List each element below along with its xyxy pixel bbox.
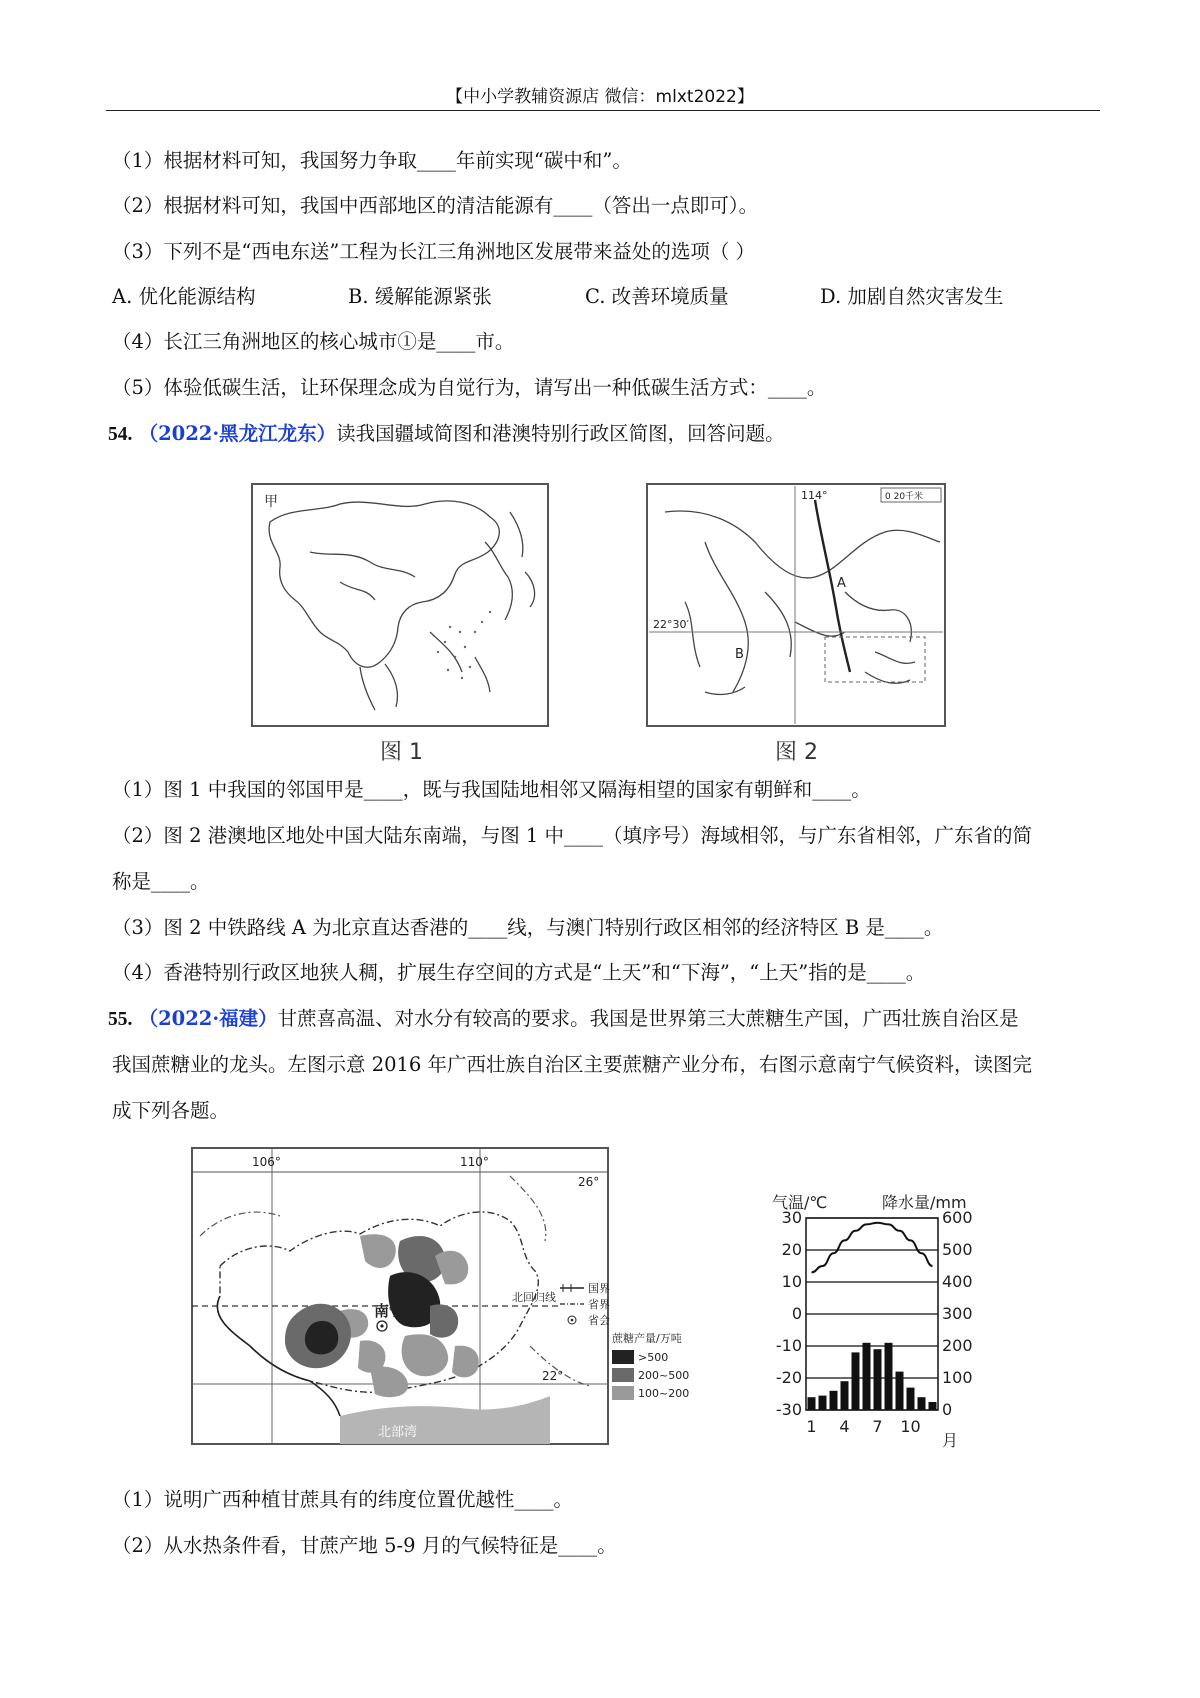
q53-option-d: D. 加剧自然灾害发生 — [820, 285, 1004, 308]
q54-line-1: （1）图 1 中我国的邻国甲是____，既与我国陆地相邻又隔海相望的国家有朝鲜和____。 — [112, 778, 871, 801]
legend-c1: >500 — [638, 1351, 669, 1364]
map-city-nanning: 南宁 — [374, 1302, 405, 1320]
fig2-scale: 0 20千米 — [885, 492, 924, 502]
climate-xlabel-unit: 月 — [942, 1431, 959, 1450]
legend-province: 省界 — [588, 1298, 610, 1311]
climate-precip-bar — [918, 1397, 926, 1410]
climate-temp-tick: -20 — [775, 1368, 802, 1387]
fig2-label-a: A — [837, 576, 846, 591]
legend-border: 国界 — [588, 1282, 610, 1295]
climate-precip-tick: 200 — [942, 1336, 973, 1355]
q55-number: 55. — [108, 1009, 133, 1030]
q54-line-3: （3）图 2 中铁路线 A 为北京直达香港的____线，与澳门特别行政区相邻的经济特区 B 是____。 — [112, 916, 944, 939]
map-lon-110: 110° — [460, 1155, 489, 1169]
figure-1-china-map — [250, 482, 550, 728]
climate-precip-tick: 400 — [942, 1272, 973, 1291]
q53-line-4: （4）长江三角洲地区的核心城市①是____市。 — [112, 330, 515, 353]
q55-stem-2: 我国蔗糖业的龙头。左图示意 2016 年广西壮族自治区主要蔗糖产业分布，右图示意南宁气候资料，读图完 — [112, 1053, 1033, 1076]
climate-ylabel-right: 降水量/mm — [882, 1193, 967, 1212]
q54-source: （2022·黑龙江龙东） — [138, 422, 337, 445]
climate-precip-bar — [808, 1397, 816, 1410]
map-lat-22: 22° — [542, 1369, 564, 1383]
q55-stem-3: 成下列各题。 — [112, 1099, 230, 1122]
map-legend-production — [610, 1330, 710, 1420]
legend-title: 蔗糖产量/万吨 — [612, 1332, 682, 1345]
climate-month-tick: 7 — [872, 1417, 883, 1436]
map-tropic-label: 北回归线 — [512, 1291, 556, 1304]
fig2-label-b: B — [735, 647, 744, 662]
fig2-longitude: 114° — [801, 489, 828, 502]
climate-temp-line — [812, 1223, 933, 1273]
q53-option-a: A. 优化能源结构 — [112, 285, 256, 308]
climate-precip-bar — [929, 1402, 937, 1410]
q53-line-3: （3）下列不是“西电东送”工程为长江三角洲地区发展带来益处的选项（ ） — [112, 240, 756, 263]
map-lon-106: 106° — [252, 1155, 281, 1169]
climate-precip-bar — [830, 1391, 838, 1410]
climate-temp-tick: 20 — [781, 1240, 802, 1259]
q54-line-2b: 称是____。 — [112, 870, 210, 893]
q54-stem — [108, 420, 785, 449]
q53-line-5: （5）体验低碳生活，让环保理念成为自觉行为，请写出一种低碳生活方式：____。 — [112, 376, 827, 399]
fig1-label-jia: 甲 — [264, 494, 278, 510]
q55-stem-1 — [108, 1005, 1019, 1034]
climate-precip-tick: 300 — [942, 1304, 973, 1323]
climate-month-tick: 10 — [900, 1417, 921, 1436]
climate-temp-tick: -10 — [775, 1336, 802, 1355]
q54-number: 54. — [108, 424, 133, 445]
q53-line-1: （1）根据材料可知，我国努力争取____年前实现“碳中和”。 — [112, 149, 632, 172]
q53-option-c: C. 改善环境质量 — [585, 285, 729, 308]
climate-precip-tick: 100 — [942, 1368, 973, 1387]
q54-stem-text: 读我国疆域简图和港澳特别行政区简图，回答问题。 — [336, 422, 785, 445]
climate-precip-bar — [819, 1396, 827, 1410]
page-header: 【中小学教辅资源店 微信：mlxt2022】 — [446, 87, 754, 107]
climate-temp-tick: 10 — [781, 1272, 802, 1291]
climate-precip-bar — [907, 1388, 915, 1410]
q55-source: （2022·福建） — [138, 1007, 278, 1030]
climate-month-tick: 4 — [839, 1417, 850, 1436]
header-rule — [106, 110, 1100, 111]
q55-line-1: （1）说明广西种植甘蔗具有的纬度位置优越性____。 — [112, 1488, 573, 1511]
legend-c2: 200~500 — [638, 1369, 690, 1382]
q54-line-4: （4）香港特别行政区地狭人稠，扩展生存空间的方式是“上天”和“下海”，“上天”指的是____。 — [112, 961, 926, 984]
legend-capital: 省会 — [588, 1314, 610, 1327]
guangxi-sugar-map — [190, 1146, 610, 1446]
q55-line-2: （2）从水热条件看，甘蔗产地 5-9 月的气候特征是____。 — [112, 1534, 617, 1557]
climate-precip-bar — [863, 1343, 871, 1410]
climate-temp-tick: 0 — [791, 1304, 802, 1323]
climate-month-tick: 1 — [806, 1417, 817, 1436]
map-lat-26: 26° — [578, 1175, 600, 1189]
climate-precip-tick: 0 — [942, 1400, 953, 1419]
climate-precip-tick: 600 — [942, 1208, 973, 1227]
legend-c3: 100~200 — [638, 1387, 690, 1400]
nanning-climate-chart — [770, 1190, 1000, 1450]
climate-temp-tick: 30 — [781, 1208, 802, 1227]
q54-line-2a: （2）图 2 港澳地区地处中国大陆东南端，与图 1 中____（填序号）海域相邻，与广东省相邻，广东省的简 — [112, 824, 1033, 847]
q53-option-b: B. 缓解能源紧张 — [348, 285, 492, 308]
climate-precip-bar — [885, 1343, 893, 1410]
figure-2-hk-macau-map — [645, 482, 947, 728]
climate-precip-bar — [841, 1381, 849, 1410]
q55-stem-text-1: 甘蔗喜高温、对水分有较高的要求。我国是世界第三大蔗糖生产国，广西壮族自治区是 — [277, 1007, 1019, 1030]
climate-precip-bar — [896, 1372, 904, 1410]
climate-precip-bar — [874, 1349, 882, 1410]
climate-precip-tick: 500 — [942, 1240, 973, 1259]
q53-line-2: （2）根据材料可知，我国中西部地区的清洁能源有____（答出一点即可）。 — [112, 194, 759, 217]
climate-temp-tick: -30 — [775, 1400, 802, 1419]
figure-1-caption: 图 1 — [380, 740, 423, 765]
figure-2-caption: 图 2 — [775, 740, 818, 765]
climate-ylabel-left: 气温/℃ — [772, 1193, 828, 1212]
map-sea-label: 北部湾 — [378, 1425, 418, 1440]
climate-precip-bar — [852, 1352, 860, 1410]
fig2-latitude: 22°30′ — [653, 618, 689, 631]
